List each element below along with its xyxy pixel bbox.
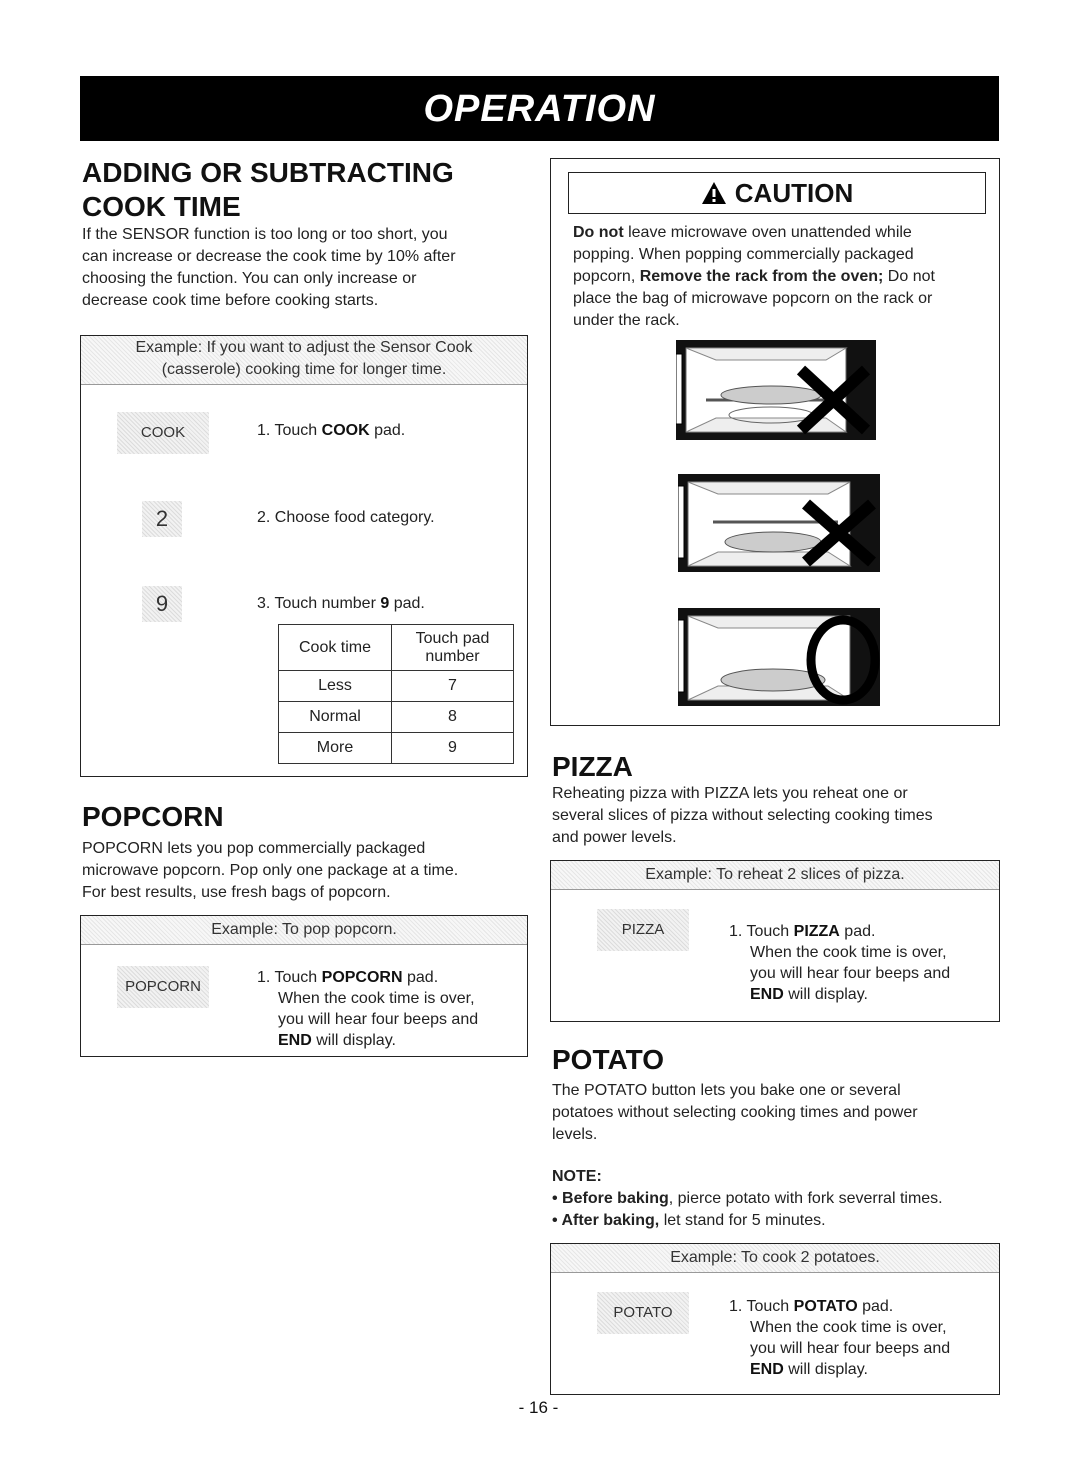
table-header: Cook time (279, 625, 392, 671)
warning-icon (701, 181, 727, 205)
potato-example-box (550, 1243, 1000, 1395)
header-banner (80, 76, 999, 141)
potato-example-header: Example: To cook 2 potatoes. (551, 1244, 999, 1273)
popcorn-paragraph: POPCORN lets you pop commercially packaged microwave popcorn. Pop only one package at a time. For best results, use fresh bags of popcorn. (82, 840, 459, 901)
adding-paragraph (82, 224, 522, 312)
caution-text: Do not leave microwave oven unattended while popping. When popping commercially packaged popcorn, Remove the rack from the oven; Do not place the bag of microwave popcorn on the rack or under the rack. (573, 224, 935, 329)
adding-heading-line2: COOK TIME (82, 191, 241, 222)
potato-pad: POTATO (597, 1292, 689, 1334)
popcorn-example-box (80, 915, 528, 1057)
potato-note: NOTE: • Before baking, pierce potato with fork severral times. • After baking, let stand for 5 minutes. (552, 1168, 943, 1229)
adding-example-header (81, 336, 527, 385)
example-text: (casserole) cooking time for longer time. (161, 361, 447, 378)
cook-time-table (278, 624, 514, 764)
table-row: Normal 8 (279, 702, 514, 733)
potato-heading: POTATO (552, 1044, 664, 1075)
table-row: More 9 (279, 733, 514, 764)
popcorn-pad: POPCORN (117, 966, 209, 1008)
caution-title: CAUTION (734, 178, 854, 208)
table-header: Touch pad number (392, 625, 514, 671)
popcorn-example-header: Example: To pop popcorn. (81, 916, 527, 945)
number-2-pad: 2 (142, 501, 182, 537)
adding-step-2: 2. Choose food category. (257, 509, 435, 526)
table-row: Less 7 (279, 671, 514, 702)
oven-rack-wrong-illustration-1 (676, 340, 876, 440)
caution-title-box (568, 172, 986, 214)
cook-pad: COOK (117, 412, 209, 454)
adding-step-3: 3. Touch number 9 pad. (257, 595, 425, 612)
adding-para-line: choosing the function. You can only increase or (82, 270, 417, 287)
potato-step-1: 1. Touch POTATO pad. When the cook time is over, you will hear four beeps and END will display. (729, 1298, 951, 1378)
adding-para-line: decrease cook time before cooking starts. (82, 292, 379, 309)
note-label: NOTE: (552, 1168, 602, 1185)
pizza-example-box (550, 860, 1000, 1022)
adding-heading-line1: ADDING OR SUBTRACTING (82, 157, 454, 188)
pizza-step-1: 1. Touch PIZZA pad. When the cook time is over, you will hear four beeps and END will display. (729, 923, 951, 1003)
page-number: - 16 - (518, 1398, 559, 1417)
potato-paragraph: The POTATO button lets you bake one or several potatoes without selecting cooking times and power levels. (552, 1082, 918, 1143)
pizza-example-header: Example: To reheat 2 slices of pizza. (551, 861, 999, 890)
number-9-pad: 9 (142, 586, 182, 622)
pizza-heading: PIZZA (552, 751, 633, 782)
adding-heading (82, 156, 454, 224)
oven-correct-illustration (678, 608, 880, 706)
popcorn-heading: POPCORN (82, 801, 224, 832)
pizza-paragraph: Reheating pizza with PIZZA lets you reheat one or several slices of pizza without selecting cooking times and power levels. (552, 785, 933, 846)
popcorn-step-1: 1. Touch POPCORN pad. When the cook time is over, you will hear four beeps and END will display. (257, 969, 479, 1049)
adding-example-box (80, 335, 528, 777)
adding-step-1: 1. Touch COOK pad. (257, 422, 406, 439)
adding-para-line: If the SENSOR function is too long or too short, you (82, 226, 448, 243)
pizza-pad: PIZZA (597, 909, 689, 951)
adding-para-line: can increase or decrease the cook time by 10% after (82, 248, 456, 265)
oven-rack-wrong-illustration-2 (678, 474, 880, 572)
page-title: OPERATION (423, 88, 656, 130)
example-text: Example: If you want to adjust the Sensor Cook (135, 339, 473, 356)
